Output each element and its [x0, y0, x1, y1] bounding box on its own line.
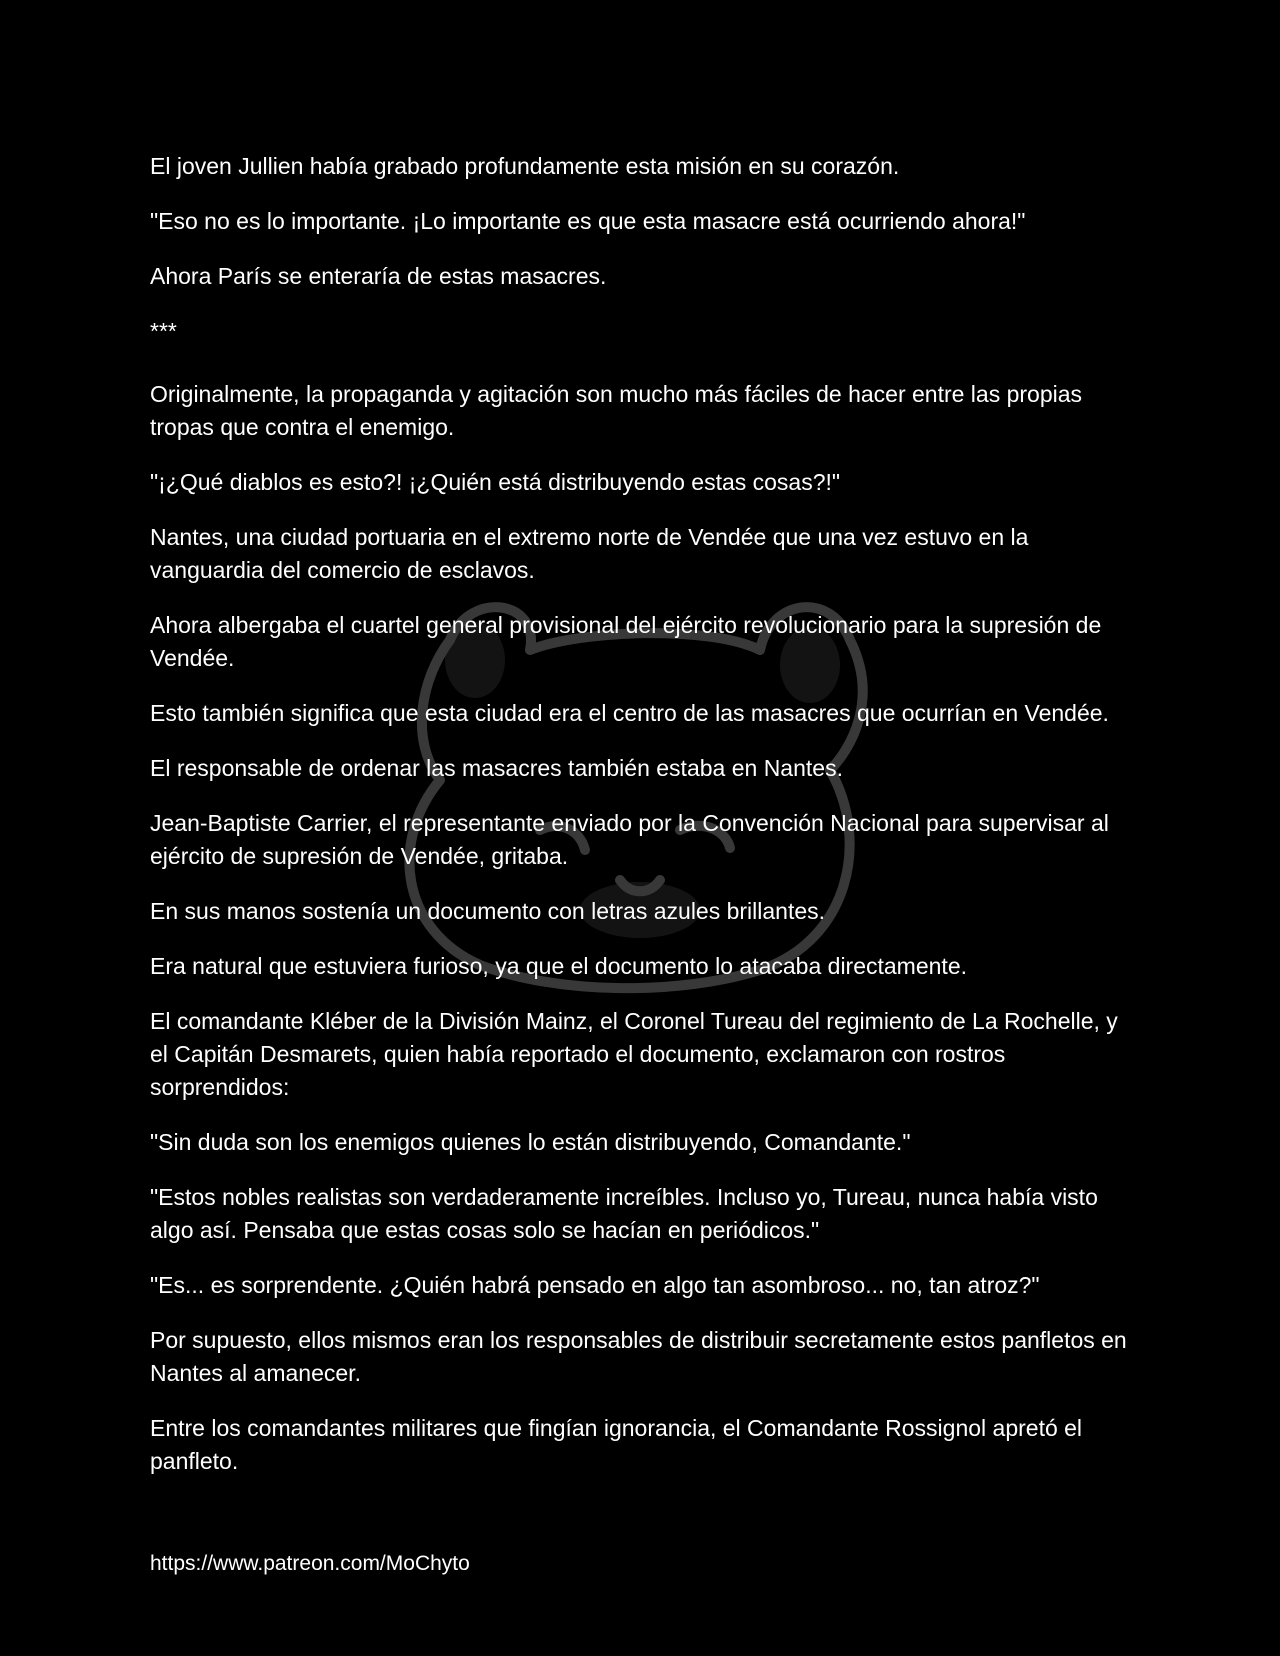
- document-body: [150, 150, 1140, 1500]
- paragraph: Nantes, una ciudad portuaria en el extremo norte de Vendée que una vez estuvo en la vanguardia del comercio de esclavos.: [150, 524, 1029, 583]
- paragraph: "Eso no es lo importante. ¡Lo importante es que esta masacre está ocurriendo ahora!": [150, 208, 1026, 234]
- paragraph: Por supuesto, ellos mismos eran los responsables de distribuir secretamente estos panfletos en Nantes al amanecer.: [150, 1327, 1127, 1386]
- paragraph: Esto también significa que esta ciudad era el centro de las masacres que ocurrían en Vendée.: [150, 700, 1109, 726]
- paragraph: El comandante Kléber de la División Mainz, el Coronel Tureau del regimiento de La Rochelle, y el Capitán Desmarets, quien había reportado el documento, exclamaron con rostros sorprendidos:: [150, 1008, 1118, 1100]
- paragraph: En sus manos sostenía un documento con letras azules brillantes.: [150, 898, 826, 924]
- paragraph: Ahora París se enteraría de estas masacres.: [150, 263, 607, 289]
- paragraph: "¡¿Qué diablos es esto?! ¡¿Quién está distribuyendo estas cosas?!": [150, 469, 841, 495]
- paragraph: Entre los comandantes militares que fingían ignorancia, el Comandante Rossignol apretó el panfleto.: [150, 1415, 1083, 1474]
- paragraph: "Sin duda son los enemigos quienes lo están distribuyendo, Comandante.": [150, 1129, 911, 1155]
- paragraph: Era natural que estuviera furioso, ya que el documento lo atacaba directamente.: [150, 953, 967, 979]
- paragraph: Originalmente, la propaganda y agitación son mucho más fáciles de hacer entre las propias tropas que contra el enemigo.: [150, 381, 1083, 440]
- paragraph: El joven Jullien había grabado profundamente esta misión en su corazón.: [150, 153, 900, 179]
- paragraph: Ahora albergaba el cuartel general provisional del ejército revolucionario para la supresión de Vendée.: [150, 612, 1102, 671]
- paragraph: "Estos nobles realistas son verdaderamente increíbles. Incluso yo, Tureau, nunca había visto algo así. Pensaba que estas cosas solo se hacían en periódicos.": [150, 1184, 1098, 1243]
- patreon-link[interactable]: https://www.patreon.com/MoChyto: [150, 1552, 470, 1575]
- paragraph: Jean-Baptiste Carrier, el representante enviado por la Convención Nacional para supervisar al ejército de supresión de Vendée, gritaba.: [150, 810, 1109, 869]
- paragraph: "Es... es sorprendente. ¿Quién habrá pensado en algo tan asombroso... no, tan atroz?": [150, 1272, 1040, 1298]
- paragraph: El responsable de ordenar las masacres también estaba en Nantes.: [150, 755, 843, 781]
- section-separator: ***: [150, 318, 177, 344]
